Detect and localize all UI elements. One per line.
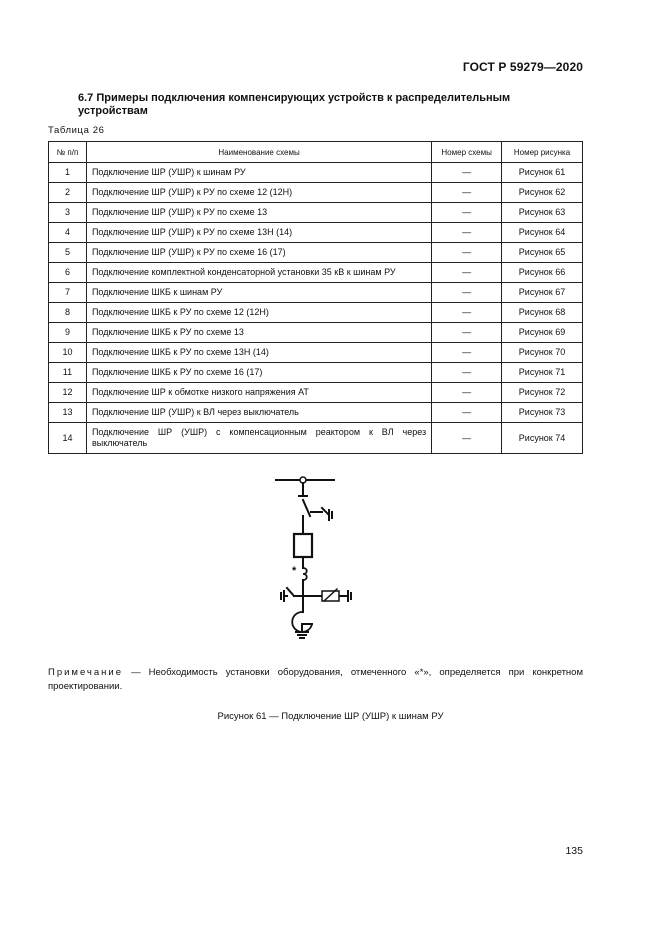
table-row (49, 203, 583, 223)
cell-name: Подключение ШР (УШР) к РУ по схеме 16 (17) (86, 243, 431, 263)
cell-fig: Рисунок 68 (502, 303, 583, 323)
cell-code: — (432, 383, 502, 403)
cell-fig: Рисунок 66 (502, 263, 583, 283)
cell-fig: Рисунок 62 (502, 183, 583, 203)
standard-code: ГОСТ Р 59279—2020 (462, 60, 583, 74)
cell-name: Подключение ШР (УШР) к РУ по схеме 13Н (14) (86, 223, 431, 243)
cell-num: 12 (49, 383, 87, 403)
cell-code: — (432, 303, 502, 323)
cell-num: 11 (49, 363, 87, 383)
cell-code: — (432, 223, 502, 243)
cell-fig: Рисунок 71 (502, 363, 583, 383)
cell-code: — (432, 283, 502, 303)
cell-num: 10 (49, 343, 87, 363)
cell-code: — (432, 423, 502, 454)
note (48, 666, 583, 694)
cell-num: 13 (49, 403, 87, 423)
schemes-table (48, 141, 583, 454)
table-row (49, 343, 583, 363)
cell-name: Подключение ШКБ к РУ по схеме 16 (17) (86, 363, 431, 383)
cell-code: — (432, 343, 502, 363)
neutral-switch-blade (287, 588, 294, 596)
figure-caption: Рисунок 61 — Подключение ШР (УШР) к шинам РУ (217, 711, 444, 722)
cell-fig: Рисунок 67 (502, 283, 583, 303)
cell-fig: Рисунок 73 (502, 403, 583, 423)
cell-num: 4 (49, 223, 87, 243)
table-row (49, 243, 583, 263)
cell-name: Подключение ШКБ к шинам РУ (86, 283, 431, 303)
cell-code: — (432, 183, 502, 203)
table-row (49, 223, 583, 243)
cell-name: Подключение ШР (УШР) к ВЛ через выключатель (86, 403, 431, 423)
cell-num: 9 (49, 323, 87, 343)
table-row (49, 423, 583, 454)
cell-num: 6 (49, 263, 87, 283)
cell-name: Подключение ШР (УШР) к шинам РУ (86, 163, 431, 183)
cell-fig: Рисунок 63 (502, 203, 583, 223)
cell-name: Подключение комплектной конденсаторной установки 35 кВ к шинам РУ (86, 263, 431, 283)
cell-name: Подключение ШР к обмотке низкого напряжения АТ (86, 383, 431, 403)
table-row (49, 163, 583, 183)
current-transformer (303, 568, 307, 580)
cell-name: Подключение ШКБ к РУ по схеме 13 (86, 323, 431, 343)
cell-name: Подключение ШКБ к РУ по схеме 13Н (14) (86, 343, 431, 363)
cell-num: 7 (49, 283, 87, 303)
cell-name: Подключение ШКБ к РУ по схеме 12 (12Н) (86, 303, 431, 323)
connection-diagram (270, 472, 360, 647)
cell-num: 8 (49, 303, 87, 323)
table-row (49, 323, 583, 343)
disconnector-blade (303, 500, 310, 516)
header-name: Наименование схемы (86, 142, 431, 163)
header-code: Номер схемы (432, 142, 502, 163)
cell-num: 1 (49, 163, 87, 183)
page-number: 135 (565, 845, 583, 857)
table-row (49, 403, 583, 423)
reactor-symbol (294, 534, 312, 557)
cell-fig: Рисунок 74 (502, 423, 583, 454)
cell-code: — (432, 163, 502, 183)
cell-code: — (432, 263, 502, 283)
cell-num: 3 (49, 203, 87, 223)
cell-num: 2 (49, 183, 87, 203)
cell-name: Подключение ШР (УШР) к РУ по схеме 12 (12Н) (86, 183, 431, 203)
note-text: — Необходимость установки оборудования, отмеченного «*», определяется при конкретном проектировании. (48, 667, 583, 692)
cell-code: — (432, 203, 502, 223)
cell-fig: Рисунок 70 (502, 343, 583, 363)
cell-name: Подключение ШР (УШР) с компенсационным реактором к ВЛ через выключатель (86, 423, 431, 454)
section-title: 6.7 Примеры подключения компенсирующих устройств к распределительным устройствам (78, 92, 511, 117)
table-row (49, 363, 583, 383)
cell-fig: Рисунок 72 (502, 383, 583, 403)
cell-code: — (432, 323, 502, 343)
header-fig: Номер рисунка (502, 142, 583, 163)
table-row (49, 383, 583, 403)
cell-code: — (432, 243, 502, 263)
cell-fig: Рисунок 61 (502, 163, 583, 183)
cell-num: 5 (49, 243, 87, 263)
cell-name: Подключение ШР (УШР) к РУ по схеме 13 (86, 203, 431, 223)
cell-code: — (432, 403, 502, 423)
table-row (49, 183, 583, 203)
table-header-row (49, 142, 583, 163)
header-num: № п/п (49, 142, 87, 163)
table-row (49, 283, 583, 303)
cell-fig: Рисунок 65 (502, 243, 583, 263)
optional-equipment-mark: * (292, 565, 297, 577)
cell-fig: Рисунок 69 (502, 323, 583, 343)
cell-code: — (432, 363, 502, 383)
table-row (49, 303, 583, 323)
table-caption: Таблица 26 (48, 125, 105, 136)
cell-num: 14 (49, 423, 87, 454)
cell-fig: Рисунок 64 (502, 223, 583, 243)
note-label: Примечание (48, 667, 123, 678)
table-row (49, 263, 583, 283)
